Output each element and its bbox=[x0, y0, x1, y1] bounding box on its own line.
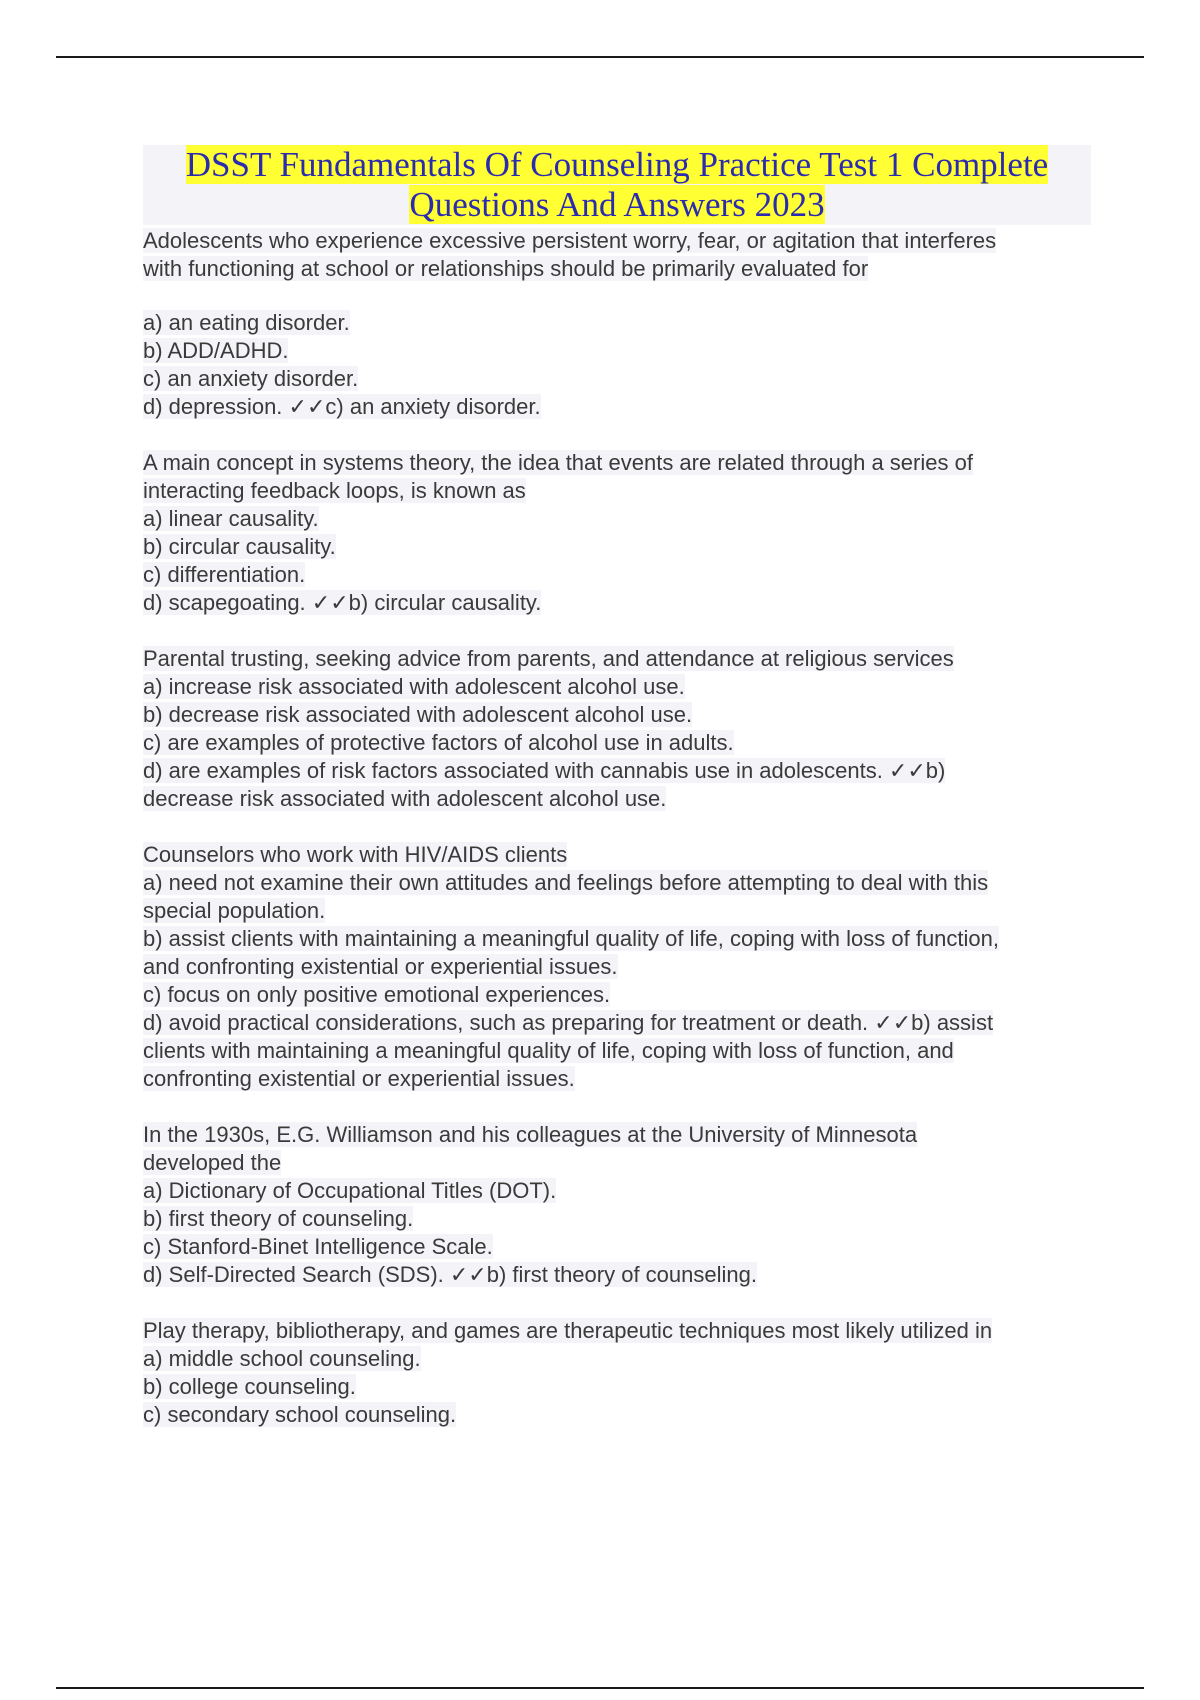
answer-option-line bbox=[143, 673, 1091, 701]
answer-option-line bbox=[143, 1345, 1091, 1373]
answer-option-text: a) middle school counseling. bbox=[143, 1346, 421, 1371]
answer-option-text: a) linear causality. bbox=[143, 506, 319, 531]
answer-option-line bbox=[143, 897, 1091, 925]
question-list bbox=[143, 227, 1091, 1429]
question-stem-line bbox=[143, 1149, 1091, 1177]
answer-option-line bbox=[143, 393, 1091, 421]
answer-option-text: d) Self-Directed Search (SDS). ✓✓b) first theory of counseling. bbox=[143, 1262, 757, 1287]
question-stem-line bbox=[143, 1121, 1091, 1149]
answer-option-text: clients with maintaining a meaningful quality of life, coping with loss of function, and bbox=[143, 1038, 954, 1063]
title-line-1: DSST Fundamentals Of Counseling Practice Test 1 Complete bbox=[185, 145, 1049, 184]
question-block bbox=[143, 841, 1091, 1093]
answer-option-text: d) are examples of risk factors associated with cannabis use in adolescents. ✓✓b) bbox=[143, 758, 946, 783]
answer-option-text: and confronting existential or experiential issues. bbox=[143, 954, 618, 979]
answer-option-text: c) focus on only positive emotional experiences. bbox=[143, 982, 611, 1007]
question-stem-line bbox=[143, 449, 1091, 477]
answer-option-line bbox=[143, 1205, 1091, 1233]
spacer bbox=[143, 283, 1091, 309]
answer-option-text: d) scapegoating. ✓✓b) circular causality. bbox=[143, 590, 542, 615]
question-block bbox=[143, 1121, 1091, 1289]
question-block bbox=[143, 645, 1091, 813]
document-body bbox=[143, 145, 1091, 1457]
top-rule bbox=[56, 56, 1144, 58]
question-stem-line bbox=[143, 645, 1091, 673]
answer-option-line bbox=[143, 1261, 1091, 1289]
title-line-2: Questions And Answers 2023 bbox=[409, 185, 825, 224]
answer-option-text: b) circular causality. bbox=[143, 534, 336, 559]
answer-option-text: c) an anxiety disorder. bbox=[143, 366, 359, 391]
answer-option-line bbox=[143, 701, 1091, 729]
question-stem-text: with functioning at school or relationships should be primarily evaluated for bbox=[143, 256, 869, 281]
answer-option-text: c) are examples of protective factors of alcohol use in adults. bbox=[143, 730, 734, 755]
answer-option-line bbox=[143, 589, 1091, 617]
answer-option-text: c) differentiation. bbox=[143, 562, 306, 587]
question-stem-line bbox=[143, 477, 1091, 505]
answer-option-text: d) depression. ✓✓c) an anxiety disorder. bbox=[143, 394, 541, 419]
answer-option-line bbox=[143, 757, 1091, 785]
answer-option-line bbox=[143, 925, 1091, 953]
answer-option-line bbox=[143, 1037, 1091, 1065]
answer-option-line bbox=[143, 729, 1091, 757]
question-stem-text: developed the bbox=[143, 1150, 282, 1175]
question-block bbox=[143, 1317, 1091, 1429]
answer-option-line bbox=[143, 869, 1091, 897]
question-stem-line bbox=[143, 255, 1091, 283]
answer-option-text: a) an eating disorder. bbox=[143, 310, 350, 335]
answer-option-line bbox=[143, 1401, 1091, 1429]
answer-option-line bbox=[143, 309, 1091, 337]
question-block bbox=[143, 449, 1091, 617]
document-title bbox=[143, 145, 1091, 225]
answer-option-line bbox=[143, 365, 1091, 393]
question-stem-text: Play therapy, bibliotherapy, and games are therapeutic techniques most likely utilized in bbox=[143, 1318, 993, 1343]
answer-option-line bbox=[143, 785, 1091, 813]
question-block bbox=[143, 227, 1091, 421]
answer-option-text: b) decrease risk associated with adolescent alcohol use. bbox=[143, 702, 693, 727]
title-block bbox=[143, 145, 1091, 225]
answer-option-text: a) Dictionary of Occupational Titles (DOT). bbox=[143, 1178, 557, 1203]
answer-option-text: b) assist clients with maintaining a meaningful quality of life, coping with loss of function, bbox=[143, 926, 999, 951]
question-stem-text: In the 1930s, E.G. Williamson and his colleagues at the University of Minnesota bbox=[143, 1122, 918, 1147]
answer-option-text: d) avoid practical considerations, such as preparing for treatment or death. ✓✓b) assist bbox=[143, 1010, 994, 1035]
answer-option-text: special population. bbox=[143, 898, 326, 923]
answer-option-text: b) first theory of counseling. bbox=[143, 1206, 414, 1231]
answer-option-text: a) increase risk associated with adolescent alcohol use. bbox=[143, 674, 685, 699]
question-stem-line bbox=[143, 1317, 1091, 1345]
answer-option-line bbox=[143, 1373, 1091, 1401]
question-stem-text: interacting feedback loops, is known as bbox=[143, 478, 526, 503]
answer-option-text: confronting existential or experiential issues. bbox=[143, 1066, 575, 1091]
question-stem-text: Adolescents who experience excessive persistent worry, fear, or agitation that interferes bbox=[143, 228, 997, 253]
question-stem-text: Counselors who work with HIV/AIDS clients bbox=[143, 842, 568, 867]
answer-option-text: b) ADD/ADHD. bbox=[143, 338, 289, 363]
bottom-rule bbox=[56, 1687, 1144, 1689]
answer-option-line bbox=[143, 1009, 1091, 1037]
answer-option-line bbox=[143, 981, 1091, 1009]
answer-option-text: a) need not examine their own attitudes and feelings before attempting to deal with this bbox=[143, 870, 989, 895]
answer-option-line bbox=[143, 1065, 1091, 1093]
question-stem-text: A main concept in systems theory, the idea that events are related through a series of bbox=[143, 450, 973, 475]
answer-option-line bbox=[143, 505, 1091, 533]
answer-option-line bbox=[143, 1177, 1091, 1205]
answer-option-text: c) secondary school counseling. bbox=[143, 1402, 457, 1427]
answer-option-text: b) college counseling. bbox=[143, 1374, 356, 1399]
question-stem-text: Parental trusting, seeking advice from parents, and attendance at religious services bbox=[143, 646, 954, 671]
question-stem-line bbox=[143, 227, 1091, 255]
answer-option-line bbox=[143, 337, 1091, 365]
answer-option-text: c) Stanford-Binet Intelligence Scale. bbox=[143, 1234, 493, 1259]
answer-option-line bbox=[143, 953, 1091, 981]
answer-option-text: decrease risk associated with adolescent alcohol use. bbox=[143, 786, 667, 811]
answer-option-line bbox=[143, 561, 1091, 589]
question-stem-line bbox=[143, 841, 1091, 869]
answer-option-line bbox=[143, 533, 1091, 561]
answer-option-line bbox=[143, 1233, 1091, 1261]
